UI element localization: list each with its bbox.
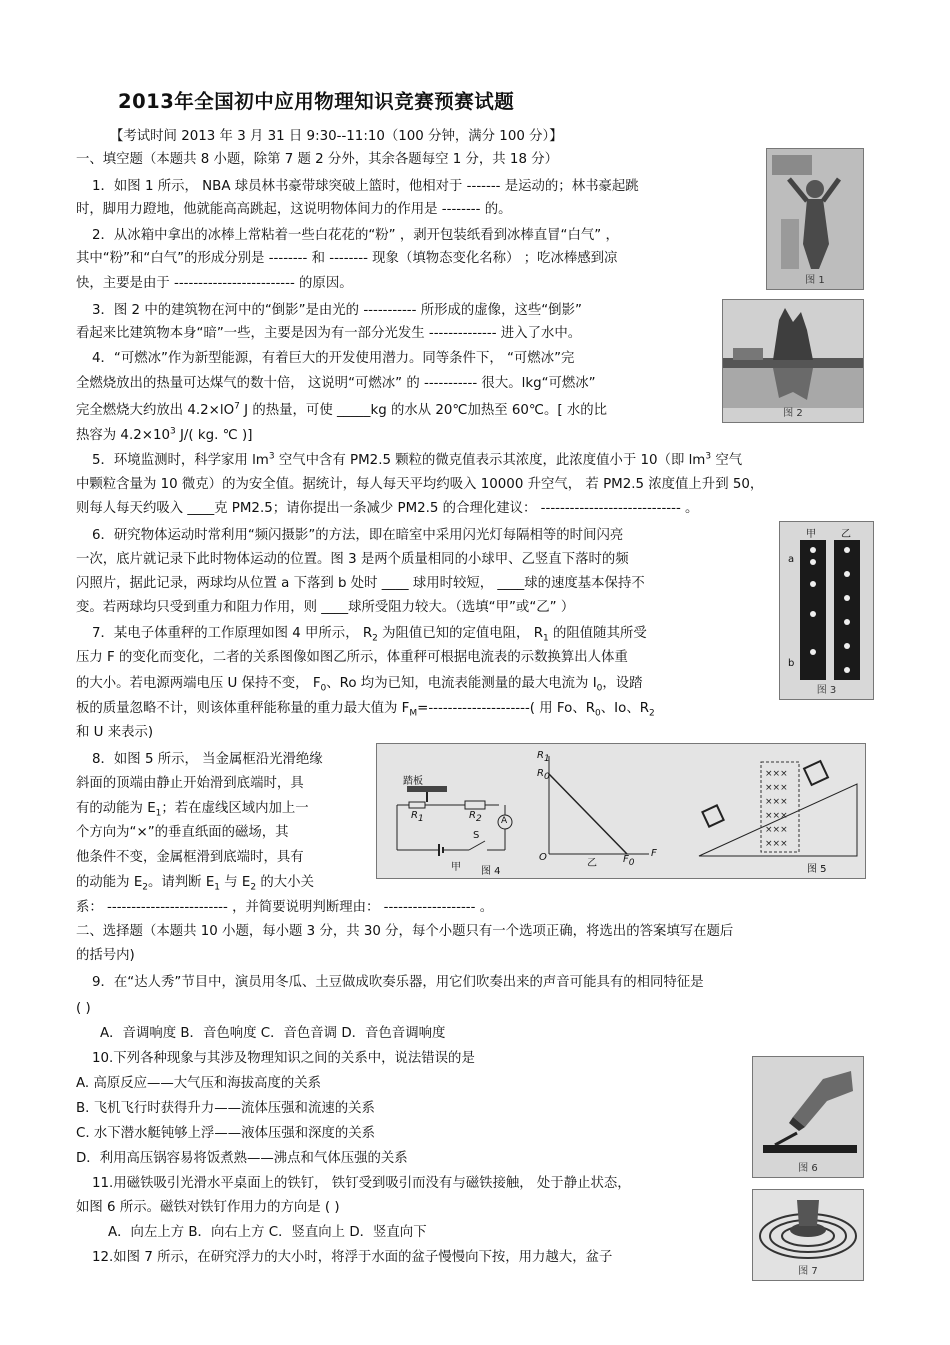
svg-text:×××: ××× xyxy=(765,839,788,849)
figure-4-r1-label: $R_1$ xyxy=(411,810,424,824)
figure-4-r2-label: $R_2$ xyxy=(469,810,482,824)
figure-6-photo xyxy=(752,1056,864,1178)
q9-line1: 9．在“达人秀”节目中，演员用冬瓜、土豆做成吹奏乐器，用它们吹奏出来的声音可能具有的相同特征是 xyxy=(92,975,704,990)
q3-line2: 看起来比建筑物本身“暗”一些，主要是因为有一部分光发生 -------------- 进入了水中。 xyxy=(76,326,582,341)
q4-line4: 热容为 $4.2\times 10^3$ J/( kg. ℃ )] xyxy=(76,426,253,443)
q4-line3: 完全燃烧大约放出 $4.2\times lO^7$ J 的热量，可使 _____kg 的水从 20℃加热至 60℃。[ 水的比 xyxy=(76,401,608,418)
q1-line1: 1．如图 1 所示， NBA 球员林书豪带球突破上篮时，他相对于 ------- 是运动的；林书豪起跳 xyxy=(92,179,639,194)
q7-line1: 7．某电子体重秤的工作原理如图 4 甲所示， $R_2$ 为阻值已知的定值电阻， $R_1$ 的阻值随其所受 xyxy=(92,626,647,644)
figure-1-photo xyxy=(766,148,864,290)
q8-line5: 他条件不变，金属框滑到底端时，具有 xyxy=(76,850,304,865)
figure-2-photo xyxy=(722,299,864,423)
section1-header: 一、填空题（本题共 8 小题，除第 7 题 2 分外，其余各题每空 1 分，共 18 分） xyxy=(76,152,559,167)
q9-bracket: ( ) xyxy=(76,1001,91,1016)
q8-line4: 个方向为“×”的垂直纸面的磁场，其 xyxy=(76,825,289,840)
figure-2-caption: 图 2 xyxy=(783,408,803,419)
q4-line2: 全燃烧放出的热量可达煤气的数十倍， 这说明“可燃冰” 的 ----------- 很大。lkg“可燃冰” xyxy=(76,376,596,391)
q2-line1: 2．从冰箱中拿出的冰棒上常粘着一些白花花的“粉” ，剥开包装纸看到冰棒直冒“白气” ， xyxy=(92,228,619,243)
q7-line3: 的大小。若电源两端电压 U 保持不变， $F_0$、Ro 均为已知，电流表能测量的最大电流为 $I_0$，设踏 xyxy=(76,676,643,694)
figure-4-pedal-label: 踏板 xyxy=(403,776,423,787)
q6-line4: 变。若两球均只受到重力和阻力作用，则 ____球所受阻力较大。（选填“甲”或“乙” ） xyxy=(76,600,575,615)
figure-4-origin-label: O xyxy=(539,852,547,863)
svg-text:×××: ××× xyxy=(765,797,788,807)
figure-3-label-yi: 乙 xyxy=(841,529,851,540)
q7-line2: 压力 F 的变化而变化，二者的关系图像如图乙所示，体重秤可根据电流表的示数换算出人体重 xyxy=(76,650,628,665)
svg-text:×××: ××× xyxy=(765,811,788,821)
figure-4-x-axis-label: F xyxy=(651,848,657,859)
svg-text:×××: ××× xyxy=(765,825,788,835)
figure-4-r0-label: $R_0$ xyxy=(537,768,550,782)
q8-line3: 有的动能为 $E_1$；若在虚线区域内加上一 xyxy=(76,801,309,819)
figure-5-caption: 图 5 xyxy=(807,864,827,875)
ammeter-icon: A xyxy=(501,816,508,826)
figure-4-caption: 图 4 xyxy=(481,866,501,877)
section2-header-line2: 的括号内) xyxy=(76,948,135,963)
figure-4-yi-label: 乙 xyxy=(587,858,597,869)
q3-line1: 3．图 2 中的建筑物在河中的“倒影”是由光的 ----------- 所形成的虚像，这些“倒影” xyxy=(92,303,582,318)
exam-info: 【考试时间 2013 年 3 月 31 日 9:30--11:10（100 分钟，满分 100 分）】 xyxy=(110,129,563,144)
figure-1-caption: 图 1 xyxy=(805,275,825,286)
figure-4-5-strip xyxy=(376,743,866,879)
figure-4-y-axis-label: $R_1$ xyxy=(537,750,550,764)
figure-3-strobe xyxy=(779,521,874,700)
figure-3-caption: 图 3 xyxy=(816,685,837,696)
q4-line1: 4．“可燃冰”作为新型能源，有着巨大的开发使用潜力。同等条件下， “可燃冰”完 xyxy=(92,351,575,366)
strobe-photo-diagram xyxy=(780,522,873,699)
q8-line7: 系： ------------------------- ，并简要说明判断理由： ------------------- 。 xyxy=(76,900,494,915)
q1-line2: 时，脚用力蹬地，他就能高高跳起，这说明物体间力的作用是 -------- 的。 xyxy=(76,202,512,217)
figure-4-switch-label: S xyxy=(473,830,480,841)
q10-line1: 10.下列各种现象与其涉及物理知识之间的关系中，说法错误的是 xyxy=(92,1051,475,1066)
q8-line2: 斜面的顶端由静止开始滑到底端时，具 xyxy=(76,776,304,791)
figure-3-label-b: b xyxy=(788,658,795,669)
q5-line2: 中颗粒含量为 10 微克）的为安全值。据统计，每人每天平均约吸入 10000 升空气， 若 PM2.5 浓度值上升到 50， xyxy=(76,477,764,492)
figure-6-caption: 图 6 xyxy=(798,1163,818,1174)
svg-text:×××: ××× xyxy=(765,783,788,793)
q11-line1: 11.用磁铁吸引光滑水平桌面上的铁钉， 铁钉受到吸引而没有与磁铁接触， 处于静止状态， xyxy=(92,1176,631,1191)
q10-option-a: A. 高原反应——大气压和海拔高度的关系 xyxy=(76,1076,322,1091)
figure-3-label-jia: 甲 xyxy=(806,529,816,540)
page-title: 2013年全国初中应用物理知识竞赛预赛试题 xyxy=(118,90,515,113)
q10-option-b: B. 飞机飞行时获得升力——流体压强和流速的关系 xyxy=(76,1101,375,1116)
q6-line3: 闪照片，据此记录，两球均从位置 a 下落到 b 处时 ____ 球用时较短， ____球的速度基本保持不 xyxy=(76,576,645,591)
q10-option-d: D．利用高压锅容易将饭煮熟——沸点和气体压强的关系 xyxy=(76,1151,408,1166)
q9-options: A．音调响度 B．音色响度 C．音色音调 D．音色音调响度 xyxy=(100,1026,446,1041)
q8-line6: 的动能为 $E_2$。请判断 $E_1$ 与 $E_2$ 的大小关 xyxy=(76,875,314,893)
q11-options: A．向左上方 B．向右上方 C．竖直向上 D．竖直向下 xyxy=(108,1225,427,1240)
q5-line1: 5．环境监测时，科学家用 $lm^3$ 空气中含有 PM2.5 颗粒的微克值表示其浓度，此浓度值小于 10（即 $lm^3$ 空气 xyxy=(92,451,743,468)
q2-line2: 其中“粉”和“白气”的形成分别是 -------- 和 -------- 现象（填物态变化名称） ；吃冰棒感到凉 xyxy=(76,251,618,266)
q6-line2: 一次，底片就记录下此时物体运动的位置。图 3 是两个质量相同的小球甲、乙竖直下落时的频 xyxy=(76,552,629,567)
figure-7-caption: 图 7 xyxy=(798,1266,818,1277)
q7-line4: 板的质量忽略不计，则该体重秤能称量的重力最大值为 $F_M=---------------------$( 用 Fo、$R_0$、Io、$R_2$ xyxy=(76,701,655,719)
figure-3-label-a: a xyxy=(788,554,795,565)
figure-7-photo xyxy=(752,1189,864,1281)
figure-4-f0-label: $F_0$ xyxy=(623,854,635,868)
q8-line1: 8．如图 5 所示， 当金属框沿光滑绝缘 xyxy=(92,752,323,767)
figure-4-jia-label: 甲 xyxy=(451,862,461,873)
q2-line3: 快，主要是由于 ------------------------- 的原因。 xyxy=(76,276,353,291)
q11-line2: 如图 6 所示。磁铁对铁钉作用力的方向是 ( ) xyxy=(76,1200,340,1215)
section2-header-line1: 二、选择题（本题共 10 小题，每小题 3 分，共 30 分，每个小题只有一个选项正确，将选出的答案填写在题后 xyxy=(76,924,734,939)
q7-line5: 和 U 来表示) xyxy=(76,725,154,740)
q5-line3: 则每人每天约吸入 ____克 PM2.5；请你提出一条减少 PM2.5 的合理化建议： ----------------------------- 。 xyxy=(76,501,699,516)
q12-line1: 12.如图 7 所示，在研究浮力的大小时，将浮于水面的盆子慢慢向下按，用力越大，盆子 xyxy=(92,1250,613,1265)
svg-text:×××: ××× xyxy=(765,769,788,779)
q6-line1: 6．研究物体运动时常利用“频闪摄影”的方法，即在暗室中采用闪光灯每隔相等的时间闪亮 xyxy=(92,528,624,543)
basketball-player-image xyxy=(767,149,863,289)
q10-option-c: C. 水下潜水艇钝够上浮——液体压强和深度的关系 xyxy=(76,1126,376,1141)
